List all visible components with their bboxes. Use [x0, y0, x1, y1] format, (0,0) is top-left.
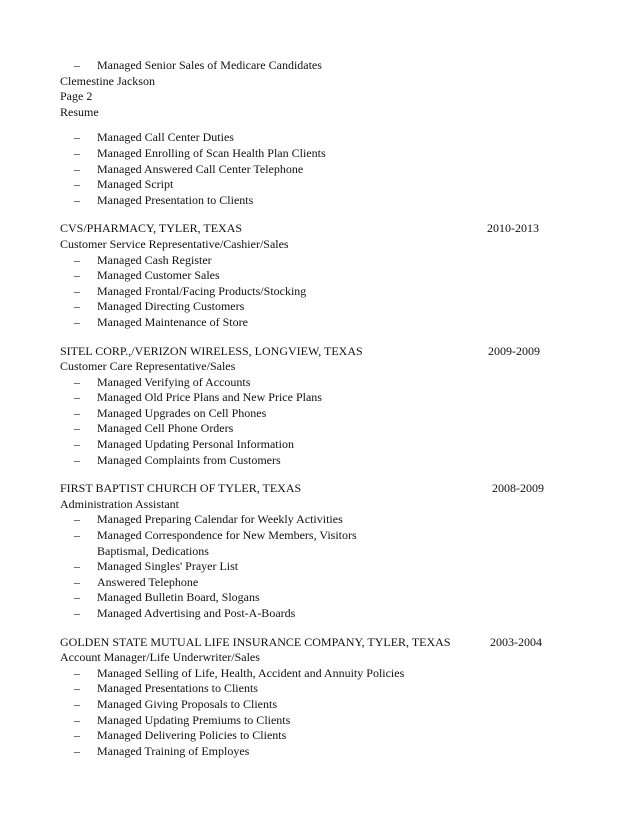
dash-bullet-icon: –: [74, 161, 80, 176]
bullet-item: [60, 590, 580, 606]
dash-bullet-icon: –: [74, 268, 80, 283]
bullet-item: [60, 406, 580, 422]
bullet-text: Managed Giving Proposals to Clients: [97, 696, 277, 711]
bullet-text: Managed Delivering Policies to Clients: [97, 728, 287, 743]
bullet-item: [60, 713, 580, 729]
bullet-item: [60, 512, 580, 528]
document-label: Resume: [60, 104, 99, 119]
bullet-item: [60, 299, 580, 315]
job-title: Customer Care Representative/Sales: [60, 359, 236, 374]
bullet-item: [60, 253, 580, 269]
dash-bullet-icon: –: [74, 559, 80, 574]
bullet-text: Managed Script: [97, 177, 174, 192]
dash-bullet-icon: –: [74, 696, 80, 711]
bullet-item: [60, 130, 580, 146]
job-bullet-list: [60, 375, 580, 469]
employment-dates: 2009-2009: [488, 343, 540, 358]
dash-bullet-icon: –: [74, 299, 80, 314]
dash-bullet-icon: –: [74, 528, 80, 543]
employment-dates: 2010-2013: [487, 221, 539, 236]
dash-bullet-icon: –: [74, 390, 80, 405]
dash-bullet-icon: –: [74, 590, 80, 605]
bullet-text: Managed Directing Customers: [97, 299, 245, 314]
dash-bullet-icon: –: [74, 314, 80, 329]
bullet-item: [60, 146, 580, 162]
intro-bullet-list: [60, 130, 580, 208]
dash-bullet-icon: –: [74, 283, 80, 298]
bullet-item: [60, 284, 580, 300]
job-header-cvs: [60, 221, 580, 237]
job-bullet-list: [60, 512, 580, 621]
employment-dates: 2003-2004: [490, 634, 542, 649]
bullet-item: [60, 666, 580, 682]
bullet-item: [60, 315, 580, 331]
bullet-text: Managed Verifying of Accounts: [97, 374, 251, 389]
employer-name: GOLDEN STATE MUTUAL LIFE INSURANCE COMPANY, TYLER, TEXAS: [60, 634, 451, 649]
dash-bullet-icon: –: [74, 743, 80, 758]
bullet-item: [60, 268, 580, 284]
bullet-text: Managed Old Price Plans and New Price Plans: [97, 390, 322, 405]
bullet-text: Managed Correspondence for New Members, Visitors Baptismal, Dedications: [97, 528, 357, 558]
bullet-text: Managed Updating Personal Information: [97, 437, 294, 452]
bullet-text: Managed Selling of Life, Health, Accident and Annuity Policies: [97, 665, 405, 680]
job-header-first-baptist: [60, 481, 580, 497]
dash-bullet-icon: –: [74, 437, 80, 452]
bullet-item: [60, 177, 580, 193]
bullet-text: Managed Upgrades on Cell Phones: [97, 405, 267, 420]
bullet-item: [60, 162, 580, 178]
dash-bullet-icon: –: [74, 606, 80, 620]
bullet-text: Managed Preparing Calendar for Weekly Activities: [97, 512, 343, 527]
bullet-text: Managed Advertising and Post-A-Boards: [97, 606, 296, 620]
dash-bullet-icon: –: [74, 452, 80, 467]
employer-name: SITEL CORP.,/VERIZON WIRELESS, LONGVIEW, TEXAS: [60, 343, 363, 358]
dash-bullet-icon: –: [74, 665, 80, 680]
job-header-sitel: [60, 344, 580, 360]
job-bullet-list: [60, 253, 580, 331]
bullet-item: [60, 728, 580, 744]
bullet-text: Managed Customer Sales: [97, 268, 220, 283]
dash-bullet-icon: –: [74, 130, 80, 145]
bullet-text: Managed Updating Premiums to Clients: [97, 712, 291, 727]
dash-bullet-icon: –: [74, 145, 80, 160]
bullet-item: [60, 528, 580, 559]
bullet-item: [60, 437, 580, 453]
bullet-item: [60, 681, 580, 697]
bullet-text: Managed Presentations to Clients: [97, 681, 258, 696]
bullet-text: Managed Training of Employes: [97, 743, 250, 758]
dash-bullet-icon: –: [74, 58, 80, 72]
dash-bullet-icon: –: [74, 405, 80, 420]
dash-bullet-icon: –: [74, 512, 80, 527]
job-bullet-list: [60, 666, 580, 760]
bullet-item: [60, 575, 580, 591]
page-number: Page 2: [60, 89, 93, 104]
bullet-item: [60, 193, 580, 209]
dash-bullet-icon: –: [74, 421, 80, 436]
employment-dates: 2008-2009: [492, 481, 544, 496]
bullet-text: Managed Answered Call Center Telephone: [97, 161, 304, 176]
continued-bullet-list: [60, 58, 580, 74]
resume-page: [60, 58, 580, 759]
dash-bullet-icon: –: [74, 177, 80, 192]
job-title: Administration Assistant: [60, 496, 180, 511]
bullet-text: Managed Cell Phone Orders: [97, 421, 234, 436]
job-title: Account Manager/Life Underwriter/Sales: [60, 650, 260, 665]
bullet-text: Managed Frontal/Facing Products/Stocking: [97, 283, 307, 298]
dash-bullet-icon: –: [74, 681, 80, 696]
bullet-item: [60, 421, 580, 437]
dash-bullet-icon: –: [74, 574, 80, 589]
bullet-item: [60, 559, 580, 575]
dash-bullet-icon: –: [74, 712, 80, 727]
job-header-golden-state: [60, 635, 580, 651]
bullet-text: Managed Presentation to Clients: [97, 192, 254, 207]
bullet-text: Managed Complaints from Customers: [97, 452, 281, 467]
bullet-text: Managed Call Center Duties: [97, 130, 234, 145]
bullet-item: [60, 375, 580, 391]
bullet-text: Answered Telephone: [97, 574, 199, 589]
dash-bullet-icon: –: [74, 374, 80, 389]
dash-bullet-icon: –: [74, 252, 80, 267]
bullet-text: Managed Senior Sales of Medicare Candidates: [97, 58, 322, 72]
bullet-text: Managed Maintenance of Store: [97, 314, 248, 329]
bullet-item: [60, 390, 580, 406]
bullet-text: Managed Cash Register: [97, 252, 212, 267]
employer-name: FIRST BAPTIST CHURCH OF TYLER, TEXAS: [60, 481, 302, 496]
dash-bullet-icon: –: [74, 192, 80, 207]
bullet-item: [60, 58, 580, 74]
bullet-text: Managed Singles' Prayer List: [97, 559, 239, 574]
bullet-text: Managed Bulletin Board, Slogans: [97, 590, 260, 605]
bullet-item: [60, 697, 580, 713]
employer-name: CVS/PHARMACY, TYLER, TEXAS: [60, 221, 243, 236]
resume-name: Clemestine Jackson: [60, 73, 155, 88]
bullet-item: [60, 606, 580, 622]
bullet-text: Managed Enrolling of Scan Health Plan Clients: [97, 145, 326, 160]
job-title: Customer Service Representative/Cashier/Sales: [60, 236, 289, 251]
bullet-item: [60, 744, 580, 760]
bullet-item: [60, 453, 580, 469]
dash-bullet-icon: –: [74, 728, 80, 743]
